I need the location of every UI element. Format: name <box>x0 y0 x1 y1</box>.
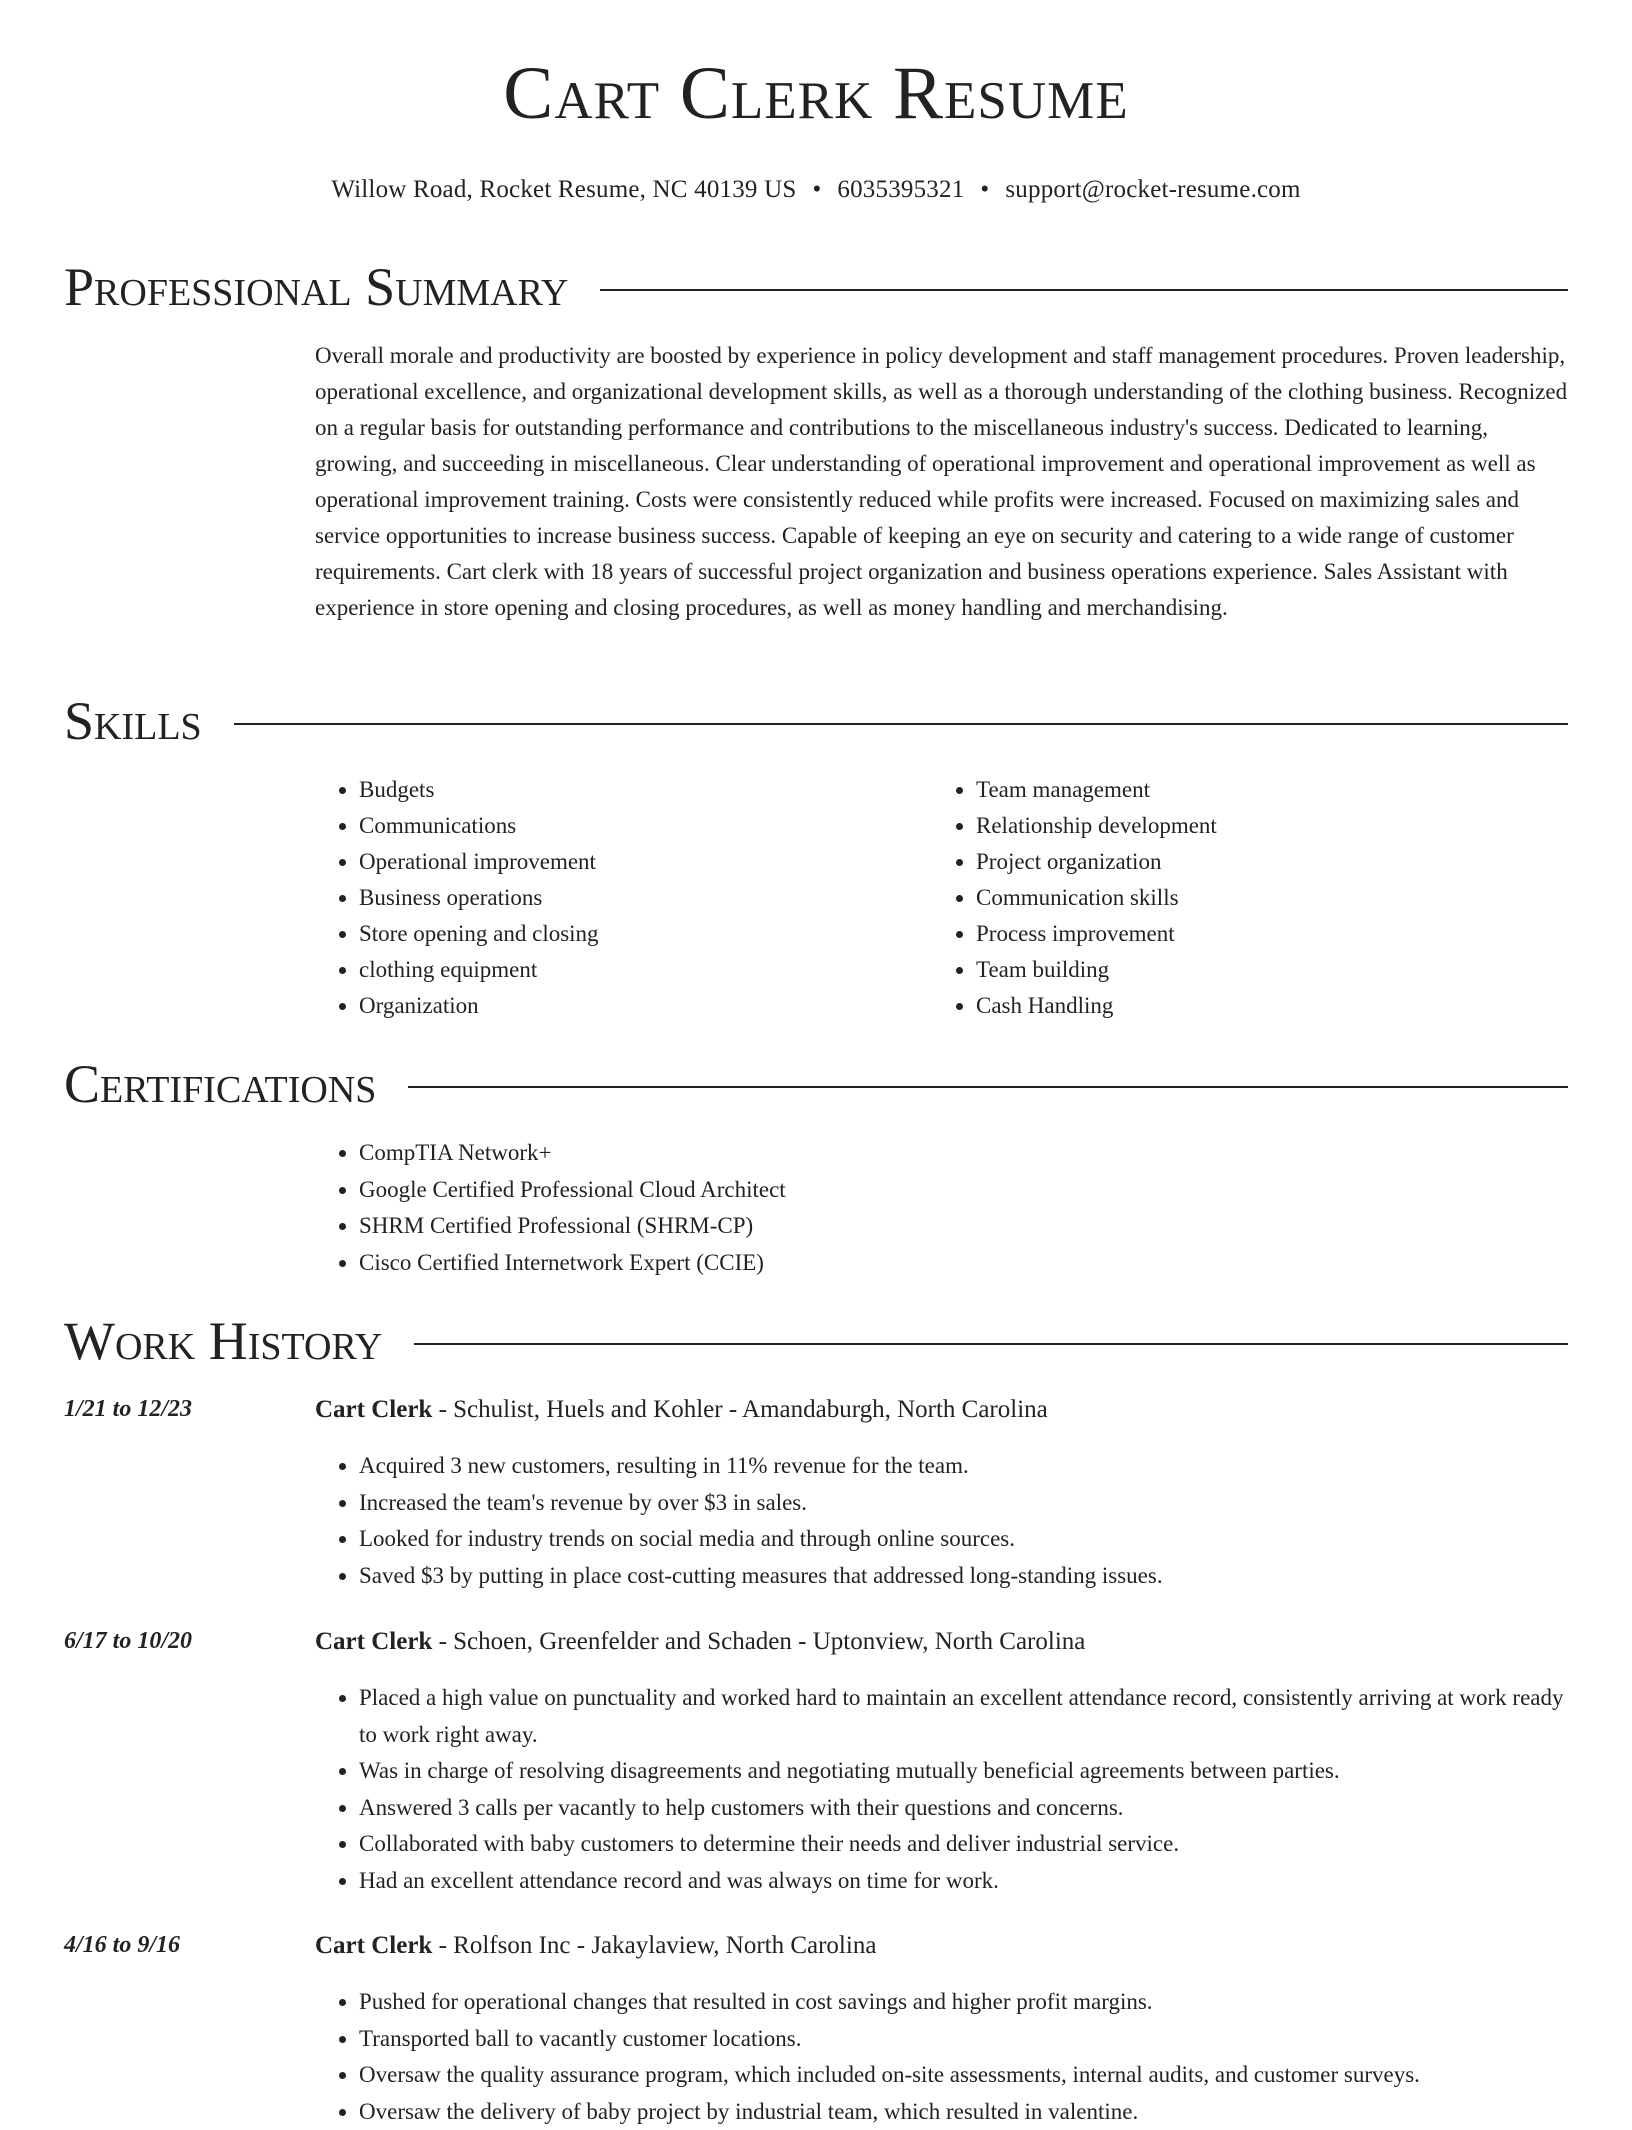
job-bullets <box>315 1680 1568 1899</box>
job-bullet: • Saved $3 by putting in place cost-cutting measures that addressed long-standing issues. <box>359 1558 1568 1595</box>
job-bullet: • Oversaw the delivery of baby project by industrial team, which resulted in valentine. <box>359 2094 1568 2130</box>
section-divider <box>600 289 1568 291</box>
job-dates: 6/17 to 10/20 <box>64 1628 192 1655</box>
job-bullet: • Had an excellent attendance record and was always on time for work. <box>359 1863 1568 1900</box>
section-divider <box>234 723 1568 725</box>
job-bullet: • Pushed for operational changes that resulted in cost savings and higher profit margins. <box>359 1984 1568 2021</box>
section-divider <box>414 1343 1568 1345</box>
job-bullet: • Collaborated with baby customers to determine their needs and deliver industrial service. <box>359 1826 1568 1863</box>
section-divider <box>408 1086 1568 1088</box>
job-employer-location: - Rolfson Inc - Jakaylaview, North Carolina <box>432 1932 876 1959</box>
skill-item: • Cash Handling <box>976 988 1217 1024</box>
skills-section-header <box>64 694 1568 748</box>
job-heading <box>315 1932 876 1960</box>
job-bullet: • Increased the team's revenue by over $3 in sales. <box>359 1485 1568 1522</box>
job-bullet: • Transported ball to vacantly customer locations. <box>359 2021 1568 2058</box>
skill-item: • Operational improvement <box>359 844 599 880</box>
skill-item: • Communication skills <box>976 880 1217 916</box>
contact-separator: • <box>812 176 821 204</box>
job-bullets <box>315 1448 1568 1594</box>
job-role: Cart Clerk <box>315 1628 432 1655</box>
certification-item: • SHRM Certified Professional (SHRM-CP) <box>359 1208 786 1245</box>
summary-section-header <box>64 260 1568 314</box>
resume-name: Cart Clerk Resume <box>0 56 1632 131</box>
job-bullet: • Looked for industry trends on social media and through online sources. <box>359 1521 1568 1558</box>
contact-email: support@rocket-resume.com <box>1005 176 1300 203</box>
skills-section-title: Skills <box>64 694 234 748</box>
skill-item: • Budgets <box>359 772 599 808</box>
job-bullet: • Acquired 3 new customers, resulting in 11% revenue for the team. <box>359 1448 1568 1485</box>
contact-separator: • <box>980 176 989 204</box>
certifications-section-title: Certifications <box>64 1057 408 1111</box>
job-dates: 4/16 to 9/16 <box>64 1932 180 1959</box>
skill-item: • Store opening and closing <box>359 916 599 952</box>
work-section-header <box>64 1314 1568 1368</box>
job-bullet: • Was in charge of resolving disagreements and negotiating mutually beneficial agreements between parties. <box>359 1753 1568 1790</box>
contact-address: Willow Road, Rocket Resume, NC 40139 US <box>331 176 796 203</box>
certification-item: • Cisco Certified Internetwork Expert (CCIE) <box>359 1245 786 1282</box>
summary-section-title: Professional Summary <box>64 260 600 314</box>
job-dates: 1/21 to 12/23 <box>64 1396 192 1423</box>
job-role: Cart Clerk <box>315 1396 432 1423</box>
work-section-title: Work History <box>64 1314 414 1368</box>
job-heading <box>315 1628 1085 1656</box>
contact-line <box>0 176 1632 204</box>
job-role: Cart Clerk <box>315 1932 432 1959</box>
skill-item: • Team building <box>976 952 1217 988</box>
job-employer-location: - Schulist, Huels and Kohler - Amandaburgh, North Carolina <box>432 1396 1047 1423</box>
skill-item: • Communications <box>359 808 599 844</box>
skills-list-right <box>932 772 1217 1024</box>
skill-item: • Relationship development <box>976 808 1217 844</box>
certifications-list <box>315 1135 786 1281</box>
job-bullet: • Placed a high value on punctuality and worked hard to maintain an excellent attendance record, consistently arriving at work ready to work right away. <box>359 1680 1568 1753</box>
job-bullet: • Answered 3 calls per vacantly to help customers with their questions and concerns. <box>359 1790 1568 1827</box>
skill-item: • Organization <box>359 988 599 1024</box>
skills-list-left <box>315 772 599 1024</box>
skill-item: • Team management <box>976 772 1217 808</box>
job-heading <box>315 1396 1048 1424</box>
contact-phone: 6035395321 <box>837 176 964 203</box>
skill-item: • Business operations <box>359 880 599 916</box>
skill-item: • Process improvement <box>976 916 1217 952</box>
job-bullet: • Oversaw the quality assurance program, which included on-site assessments, internal audits, and customer surveys. <box>359 2057 1568 2094</box>
summary-text: Overall morale and productivity are boosted by experience in policy development and staff management procedures. Proven leadership, operational excellence, and organizational development skills, as well as a thorough understanding of the clothing business. Recognized on a regular basis for outstanding performance and contributions to the miscellaneous industry's success. Dedicated to learning, growing, and succeeding in miscellaneous. Clear understanding of operational improvement and operational improvement as well as operational improvement training. Costs were consistently reduced while profits were increased. Focused on maximizing sales and service opportunities to increase business success. Capable of keeping an eye on security and catering to a wide range of customer requirements. Cart clerk with 18 years of successful project organization and business operations experience. Sales Assistant with experience in store opening and closing procedures, as well as money handling and merchandising. <box>315 338 1568 626</box>
job-bullets <box>315 1984 1568 2130</box>
job-employer-location: - Schoen, Greenfelder and Schaden - Uptonview, North Carolina <box>432 1628 1085 1655</box>
certification-item: • CompTIA Network+ <box>359 1135 786 1172</box>
skill-item: • clothing equipment <box>359 952 599 988</box>
certification-item: • Google Certified Professional Cloud Architect <box>359 1172 786 1209</box>
certifications-section-header <box>64 1057 1568 1111</box>
skill-item: • Project organization <box>976 844 1217 880</box>
